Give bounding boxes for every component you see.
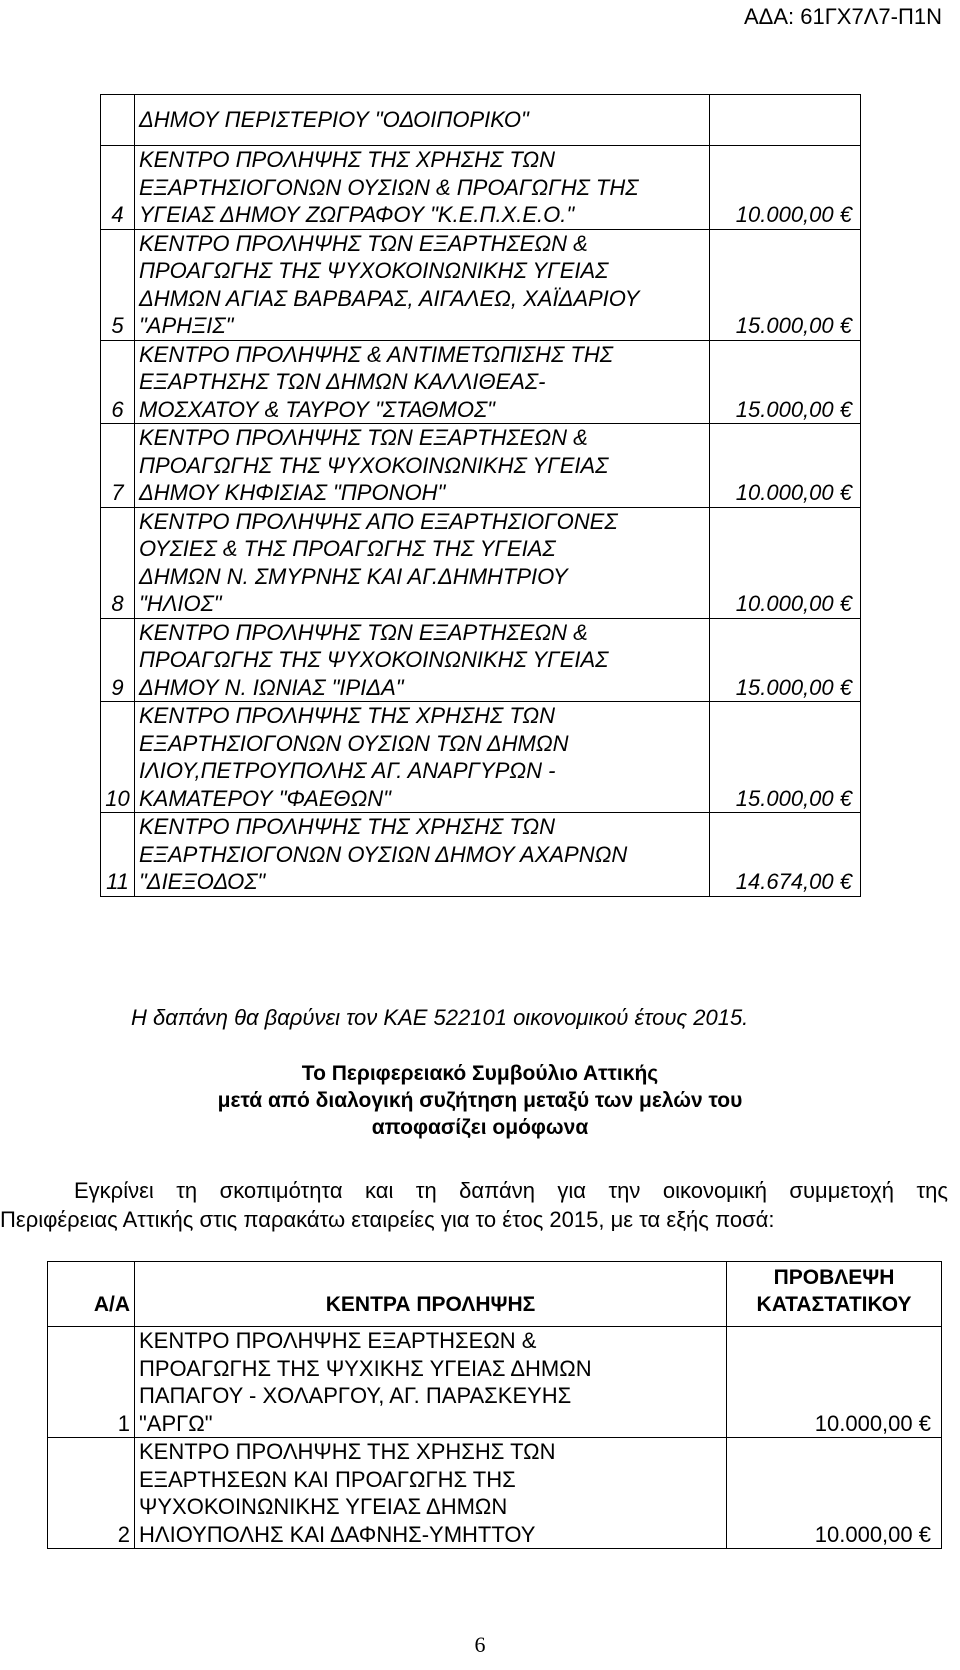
table-row [101, 95, 861, 146]
row-number: 6 [101, 340, 135, 424]
row-number [101, 95, 135, 146]
table-row [101, 424, 861, 508]
table-row [48, 1327, 942, 1438]
row-number: 9 [101, 618, 135, 702]
amount: 15.000,00 € [710, 702, 861, 813]
center-name: ΚΕΝΤΡΟ ΠΡΟΛΗΨΗΣ ΤΩΝ ΕΞΑΡΤΗΣΕΩΝ & ΠΡΟΑΓΩΓΗΣ ΤΗΣ ΨΥΧΟΚΟΙΝΩΝΙΚΗΣ ΥΓΕΙΑΣ ΔΗΜΟΥ ΚΗΦΙΣΙΑΣ "ΠΡΟΝΟΗ" [135, 424, 710, 508]
amount: 10.000,00 € [710, 146, 861, 230]
center-name: ΔΗΜΟΥ ΠΕΡΙΣΤΕΡΙΟΥ "ΟΔΟΙΠΟΡΙΚΟ" [135, 95, 710, 146]
amount [710, 95, 861, 146]
row-number: 7 [101, 424, 135, 508]
center-name: ΚΕΝΤΡΟ ΠΡΟΛΗΨΗΣ ΤΩΝ ΕΞΑΡΤΗΣΕΩΝ & ΠΡΟΑΓΩΓΗΣ ΤΗΣ ΨΥΧΟΚΟΙΝΩΝΙΚΗΣ ΥΓΕΙΑΣ ΔΗΜΩΝ ΑΓΙΑΣ ΒΑΡΒΑΡΑΣ, ΑΙΓΑΛΕΩ, ΧΑΪΔΑΡΙΟΥ "ΑΡΗΞΙΣ" [135, 229, 710, 340]
header-provision: ΠΡΟΒΛΕΨΗ ΚΑΤΑΣΤΑΤΙΚΟΥ [727, 1262, 942, 1327]
table-row [48, 1438, 942, 1549]
centers-table-continued [100, 94, 861, 897]
center-name: ΚΕΝΤΡΟ ΠΡΟΛΗΨΗΣ ΤΩΝ ΕΞΑΡΤΗΣΕΩΝ & ΠΡΟΑΓΩΓΗΣ ΤΗΣ ΨΥΧΟΚΟΙΝΩΝΙΚΗΣ ΥΓΕΙΑΣ ΔΗΜΟΥ Ν. ΙΩΝΙΑΣ "ΙΡΙΔΑ" [135, 618, 710, 702]
row-number: 5 [101, 229, 135, 340]
center-name: ΚΕΝΤΡΟ ΠΡΟΛΗΨΗΣ ΑΠΟ ΕΞΑΡΤΗΣΙΟΓΟΝΕΣ ΟΥΣΙΕΣ & ΤΗΣ ΠΡΟΑΓΩΓΗΣ ΤΗΣ ΥΓΕΙΑΣ ΔΗΜΩΝ Ν. ΣΜΥΡΝΗΣ ΚΑΙ ΑΓ.ΔΗΜΗΤΡΙΟΥ "ΗΛΙΟΣ" [135, 507, 710, 618]
center-name: ΚΕΝΤΡΟ ΠΡΟΛΗΨΗΣ & ΑΝΤΙΜΕΤΩΠΙΣΗΣ ΤΗΣ ΕΞΑΡΤΗΣΗΣ ΤΩΝ ΔΗΜΩΝ ΚΑΛΛΙΘΕΑΣ- ΜΟΣΧΑΤΟΥ & ΤΑΥΡΟΥ "ΣΤΑΘΜΟΣ" [135, 340, 710, 424]
amount: 14.674,00 € [710, 813, 861, 897]
table-header-row [48, 1262, 942, 1327]
row-number: 11 [101, 813, 135, 897]
heading-line: αποφασίζει ομόφωνα [371, 1116, 589, 1139]
heading-line: μετά από διαλογική συζήτηση μεταξύ των μελών του [217, 1089, 743, 1112]
header-aa: Α/Α [48, 1262, 135, 1327]
table-row [101, 618, 861, 702]
amount: 10.000,00 € [727, 1327, 942, 1438]
amount: 15.000,00 € [710, 340, 861, 424]
table-row [101, 813, 861, 897]
heading-line: Το Περιφερειακό Συμβούλιο Αττικής [301, 1062, 659, 1085]
amount: 15.000,00 € [710, 618, 861, 702]
center-name: ΚΕΝΤΡΟ ΠΡΟΛΗΨΗΣ ΤΗΣ ΧΡΗΣΗΣ ΤΩΝ ΕΞΑΡΤΗΣΕΩΝ ΚΑΙ ΠΡΟΑΓΩΓΗΣ ΤΗΣ ΨΥΧΟΚΟΙΝΩΝΙΚΗΣ ΥΓΕΙΑΣ ΔΗΜΩΝ ΗΛΙΟΥΠΟΛΗΣ ΚΑΙ ΔΑΦΝΗΣ-ΥΜΗΤΤΟΥ [135, 1438, 727, 1549]
header-centers: ΚΕΝΤΡΑ ΠΡΟΛΗΨΗΣ [135, 1262, 727, 1327]
table-row [101, 507, 861, 618]
amount: 15.000,00 € [710, 229, 861, 340]
amount: 10.000,00 € [710, 507, 861, 618]
center-name: ΚΕΝΤΡΟ ΠΡΟΛΗΨΗΣ ΤΗΣ ΧΡΗΣΗΣ ΤΩΝ ΕΞΑΡΤΗΣΙΟΓΟΝΩΝ ΟΥΣΙΩΝ ΔΗΜΟΥ ΑΧΑΡΝΩΝ "ΔΙΕΞΟΔΟΣ" [135, 813, 710, 897]
centers-table [47, 1261, 942, 1549]
amount: 10.000,00 € [710, 424, 861, 508]
decision-heading [0, 1060, 960, 1141]
row-number: 4 [101, 146, 135, 230]
table-row [101, 229, 861, 340]
page-number: 6 [474, 1632, 486, 1657]
amount: 10.000,00 € [727, 1438, 942, 1549]
table-row [101, 340, 861, 424]
paragraph-line: Περιφέρειας Αττικής στις παρακάτω εταιρείες για το έτος 2015, με τα εξής ποσά: [0, 1207, 775, 1232]
charge-note: Η δαπάνη θα βαρύνει τον ΚΑΕ 522101 οικονομικού έτους 2015. [131, 1005, 749, 1030]
center-name: ΚΕΝΤΡΟ ΠΡΟΛΗΨΗΣ ΤΗΣ ΧΡΗΣΗΣ ΤΩΝ ΕΞΑΡΤΗΣΙΟΓΟΝΩΝ ΟΥΣΙΩΝ ΤΩΝ ΔΗΜΩΝ ΙΛΙΟΥ,ΠΕΤΡΟΥΠΟΛΗΣ ΑΓ. ΑΝΑΡΓΥΡΩΝ - ΚΑΜΑΤΕΡΟΥ "ΦΑΕΘΩΝ" [135, 702, 710, 813]
row-number: 10 [101, 702, 135, 813]
table-row [101, 702, 861, 813]
ada-code: ΑΔΑ: 61ΓΧ7Λ7-Π1Ν [743, 4, 942, 29]
row-number: 2 [48, 1438, 135, 1549]
center-name: ΚΕΝΤΡΟ ΠΡΟΛΗΨΗΣ ΤΗΣ ΧΡΗΣΗΣ ΤΩΝ ΕΞΑΡΤΗΣΙΟΓΟΝΩΝ ΟΥΣΙΩΝ & ΠΡΟΑΓΩΓΗΣ ΤΗΣ ΥΓΕΙΑΣ ΔΗΜΟΥ ΖΩΓΡΑΦΟΥ "Κ.Ε.Π.Χ.Ε.Ο." [135, 146, 710, 230]
approval-paragraph [0, 1176, 948, 1234]
row-number: 8 [101, 507, 135, 618]
center-name: ΚΕΝΤΡΟ ΠΡΟΛΗΨΗΣ ΕΞΑΡΤΗΣΕΩΝ & ΠΡΟΑΓΩΓΗΣ ΤΗΣ ΨΥΧΙΚΗΣ ΥΓΕΙΑΣ ΔΗΜΩΝ ΠΑΠΑΓΟΥ - ΧΟΛΑΡΓΟΥ, ΑΓ. ΠΑΡΑΣΚΕΥΗΣ "ΑΡΓΩ" [135, 1327, 727, 1438]
row-number: 1 [48, 1327, 135, 1438]
table-row [101, 146, 861, 230]
paragraph-line: Εγκρίνει τη σκοπιμότητα και τη δαπάνη για την οικονομική συμμετοχή της [74, 1178, 948, 1203]
